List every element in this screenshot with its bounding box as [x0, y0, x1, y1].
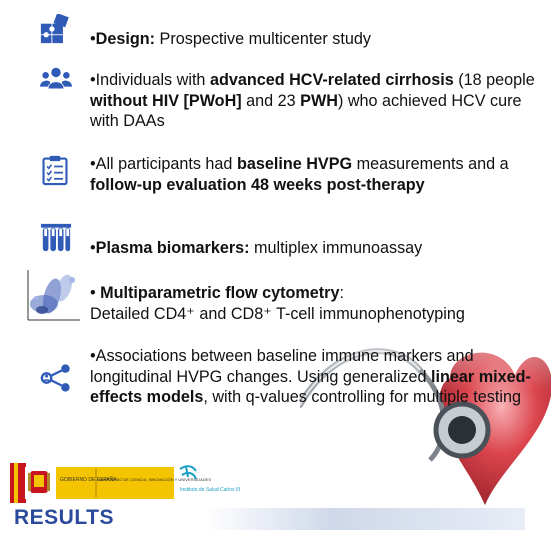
network-share-icon — [40, 362, 72, 394]
bold-text: Design: — [95, 30, 156, 48]
logo-instituto-text: Instituto de Salud Carlos III — [180, 487, 240, 493]
coat-of-arms-icon — [28, 471, 50, 493]
item-text — [90, 238, 540, 259]
text-segment: •Associations between baseline immune markers and longitudinal HVPG changes. Using generalized — [90, 347, 474, 386]
text-segment: • — [90, 284, 101, 302]
item-text — [90, 346, 540, 408]
text-segment: Detailed CD4⁺ and CD8⁺ T-cell immunophenotyping — [90, 304, 465, 323]
text-segment: • — [90, 239, 96, 257]
bold-text: advanced HCV-related cirrhosis — [209, 71, 454, 89]
item-text — [90, 154, 540, 195]
puzzle-icon — [40, 14, 70, 44]
text-segment: and 23 — [241, 91, 301, 110]
bold-text: Multiparametric flow cytometry — [100, 284, 340, 302]
flow-cytometry-plot-icon — [22, 268, 82, 324]
text-segment: ) who achieved HCV cure with DAAs — [90, 91, 522, 130]
item-text — [90, 29, 540, 50]
bold-text: Plasma biomarkers: — [95, 239, 250, 257]
item-text — [90, 70, 540, 132]
clipboard-checklist-icon — [40, 152, 70, 188]
people-group-icon — [40, 64, 72, 96]
footer-band — [205, 508, 525, 530]
text-segment: , with q-values controlling for multiple testing — [203, 388, 521, 406]
item-text — [90, 283, 540, 324]
bold-text: linear mixed-effects models — [90, 367, 531, 406]
text-segment: •Individuals with — [90, 71, 210, 89]
text-segment: (18 people — [453, 71, 535, 89]
text-segment: : — [339, 284, 344, 302]
text-segment: measurements and a — [352, 155, 509, 173]
text-segment: • — [90, 30, 96, 48]
bold-text: baseline HVPG — [236, 155, 353, 173]
test-tubes-icon — [40, 222, 72, 254]
bold-text: without HIV [PWoH] — [90, 91, 242, 110]
institution-logos — [10, 463, 240, 503]
text-segment: multiplex immunoassay — [249, 239, 423, 257]
text-segment: Prospective multicenter study — [155, 30, 371, 48]
logo-gobierno-text: GOBIERNO DE ESPAÑA — [60, 477, 117, 483]
bold-text: PWH — [300, 91, 338, 110]
results-heading: RESULTS — [14, 506, 114, 529]
bold-text: follow-up evaluation 48 weeks post-therapy — [90, 175, 425, 194]
logo-ministerio-text: MINISTERIO DE CIENCIA, INNOVACIÓN Y UNIVERSIDADES — [99, 477, 212, 482]
text-segment: •All participants had — [90, 155, 237, 173]
